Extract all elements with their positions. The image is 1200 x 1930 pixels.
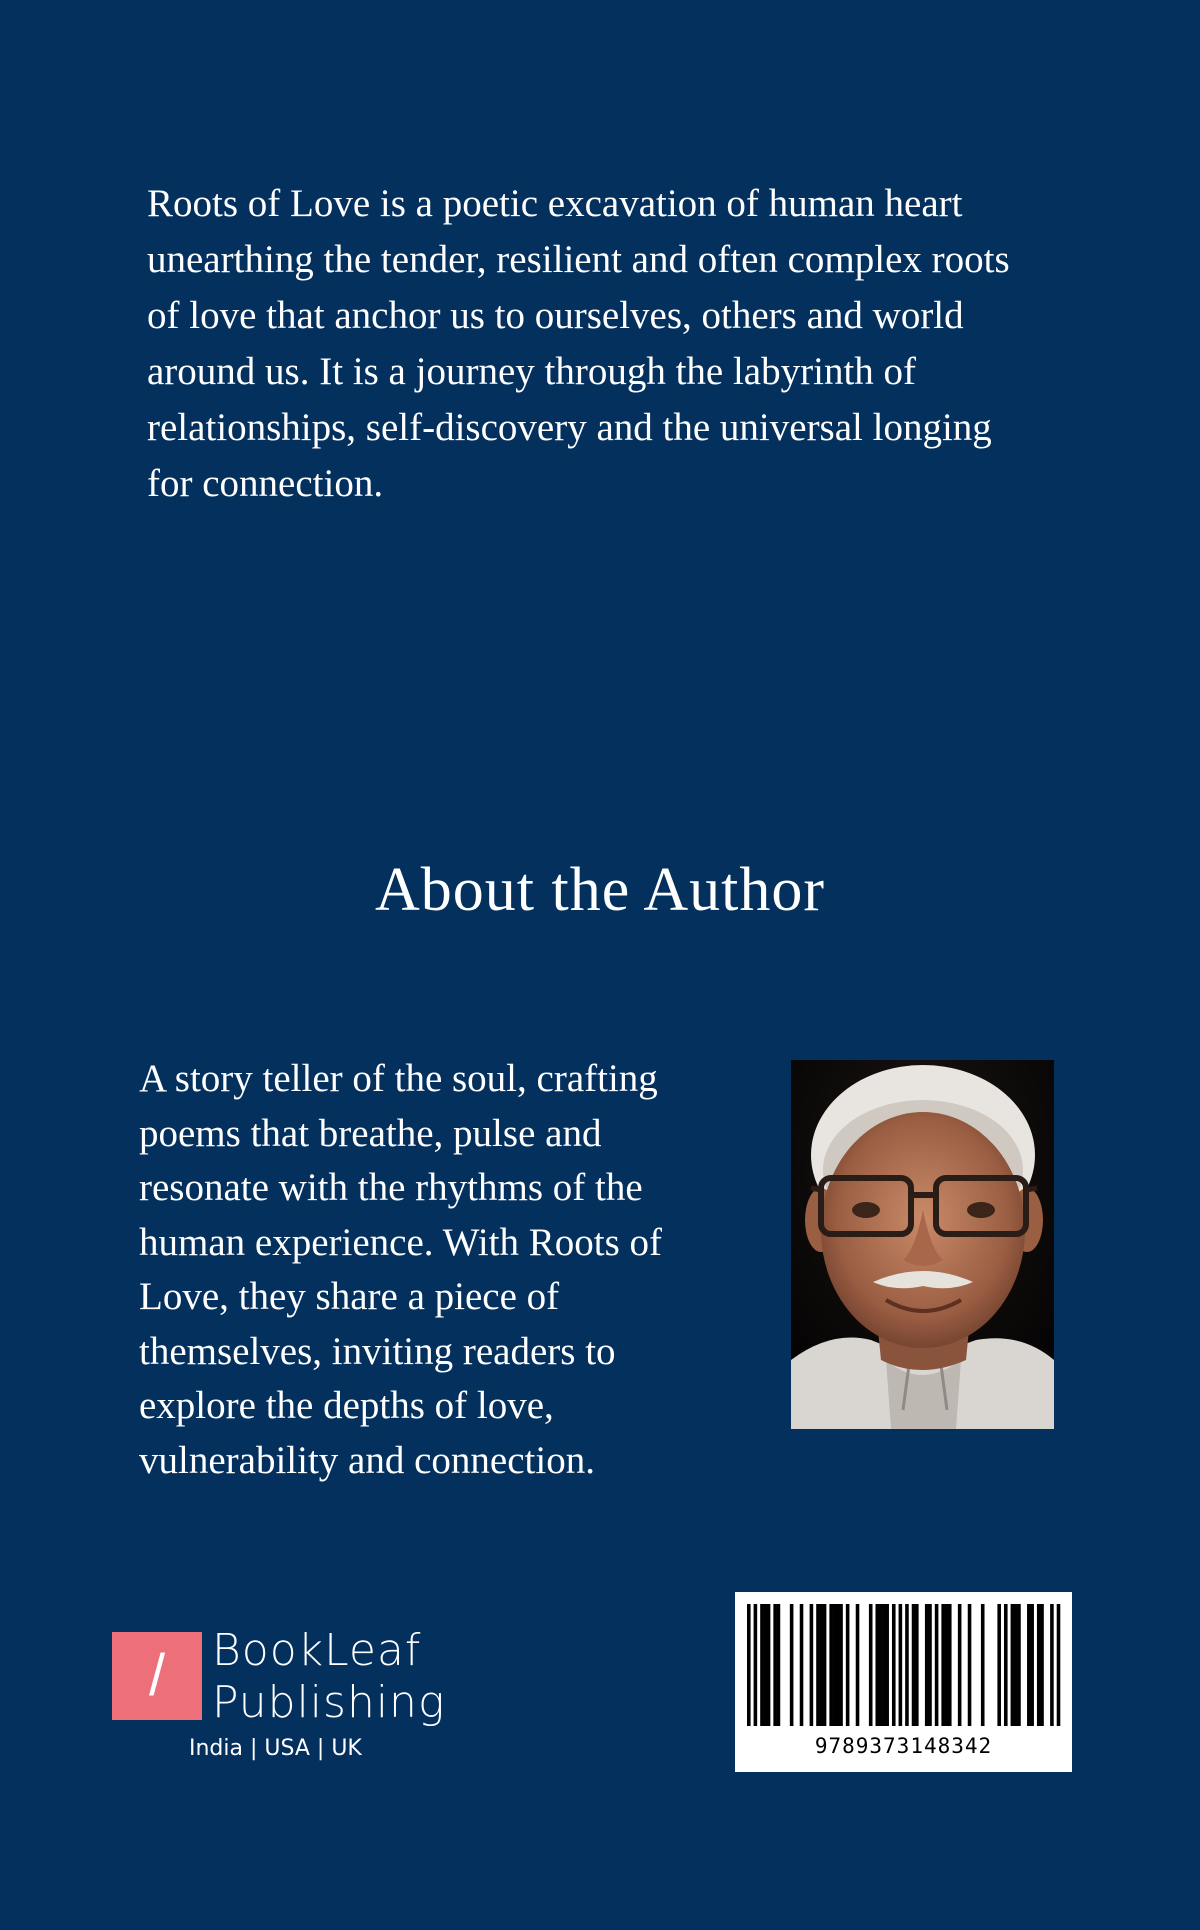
slash-icon: / <box>148 1643 166 1708</box>
barcode-bar <box>1057 1604 1061 1726</box>
barcode-bar <box>912 1604 916 1726</box>
barcode-bar <box>760 1604 764 1726</box>
barcode-bar <box>856 1604 860 1726</box>
barcode-bar <box>905 1604 909 1726</box>
barcode-bar <box>1040 1604 1044 1726</box>
barcode-bar <box>1027 1604 1031 1726</box>
barcode-bar <box>846 1604 850 1726</box>
barcode-bar <box>810 1604 814 1726</box>
barcode-bar <box>981 1604 985 1726</box>
barcode-bar <box>800 1604 804 1726</box>
barcode-bar <box>945 1604 949 1726</box>
publisher-name <box>212 1625 445 1729</box>
barcode-bar <box>1011 1604 1015 1726</box>
book-blurb: Roots of Love is a poetic excavation of human heart unearthing the tender, resilient and often complex roots of love that anchor us to ourselves, others and world around us. It is a journey through the labyrinth of relationships, self-discovery and the universal longing for connection. <box>147 182 1010 505</box>
isbn-number: 9789373148342 <box>814 1734 993 1758</box>
barcode-bar <box>892 1604 896 1726</box>
barcode-bar <box>1050 1604 1054 1726</box>
barcode-bar <box>885 1604 889 1726</box>
isbn-barcode <box>735 1592 1072 1772</box>
barcode-bar <box>829 1604 833 1726</box>
barcode-bar <box>816 1604 820 1726</box>
barcode-bar <box>1030 1604 1034 1726</box>
barcode-bar <box>1037 1604 1041 1726</box>
publisher-name-line1: BookLeaf <box>212 1625 422 1676</box>
barcode-bar <box>777 1604 781 1726</box>
barcode-bar <box>754 1604 758 1726</box>
barcode-bar <box>1017 1604 1021 1726</box>
barcode-bar <box>773 1604 777 1726</box>
barcode-bar <box>836 1604 840 1726</box>
publisher-name-line2: Publishing <box>212 1677 446 1728</box>
barcode-bar <box>767 1604 771 1726</box>
barcode-bar <box>819 1604 823 1726</box>
publisher-logo-mark <box>112 1632 202 1720</box>
barcode-bar <box>1014 1604 1018 1726</box>
publisher-logo <box>112 1625 452 1772</box>
barcode-bar <box>958 1604 962 1726</box>
barcode-bar <box>833 1604 837 1726</box>
about-author-heading: About the Author <box>375 856 825 924</box>
barcode-bar <box>948 1604 952 1726</box>
barcode-bar <box>747 1604 751 1726</box>
barcode-bar <box>879 1604 883 1726</box>
barcode-bar <box>823 1604 827 1726</box>
barcode-bar <box>968 1604 972 1726</box>
barcode-bar <box>997 1604 1001 1726</box>
barcode-bar <box>790 1604 794 1726</box>
barcode-bar <box>882 1604 886 1726</box>
barcode-bar <box>839 1604 843 1726</box>
barcode-bar <box>1004 1604 1008 1726</box>
barcode-bar <box>925 1604 929 1726</box>
barcode-bar <box>875 1604 879 1726</box>
barcode-bar <box>935 1604 939 1726</box>
barcode-bar <box>928 1604 932 1726</box>
publisher-regions: India | USA | UK <box>189 1736 362 1761</box>
barcode-bar <box>763 1604 767 1726</box>
barcode-bar <box>869 1604 873 1726</box>
author-photo <box>791 1060 1054 1429</box>
author-bio: A story teller of the soul, crafting poems that breathe, pulse and resonate with the rhythms of the human experience. With Roots of Love, they share a piece of themselves, inviting readers to explore the depths of love, vulnerability and connection. <box>139 1057 662 1482</box>
barcode-bar <box>941 1604 945 1726</box>
barcode-bar <box>915 1604 919 1726</box>
barcode-bar <box>899 1604 903 1726</box>
